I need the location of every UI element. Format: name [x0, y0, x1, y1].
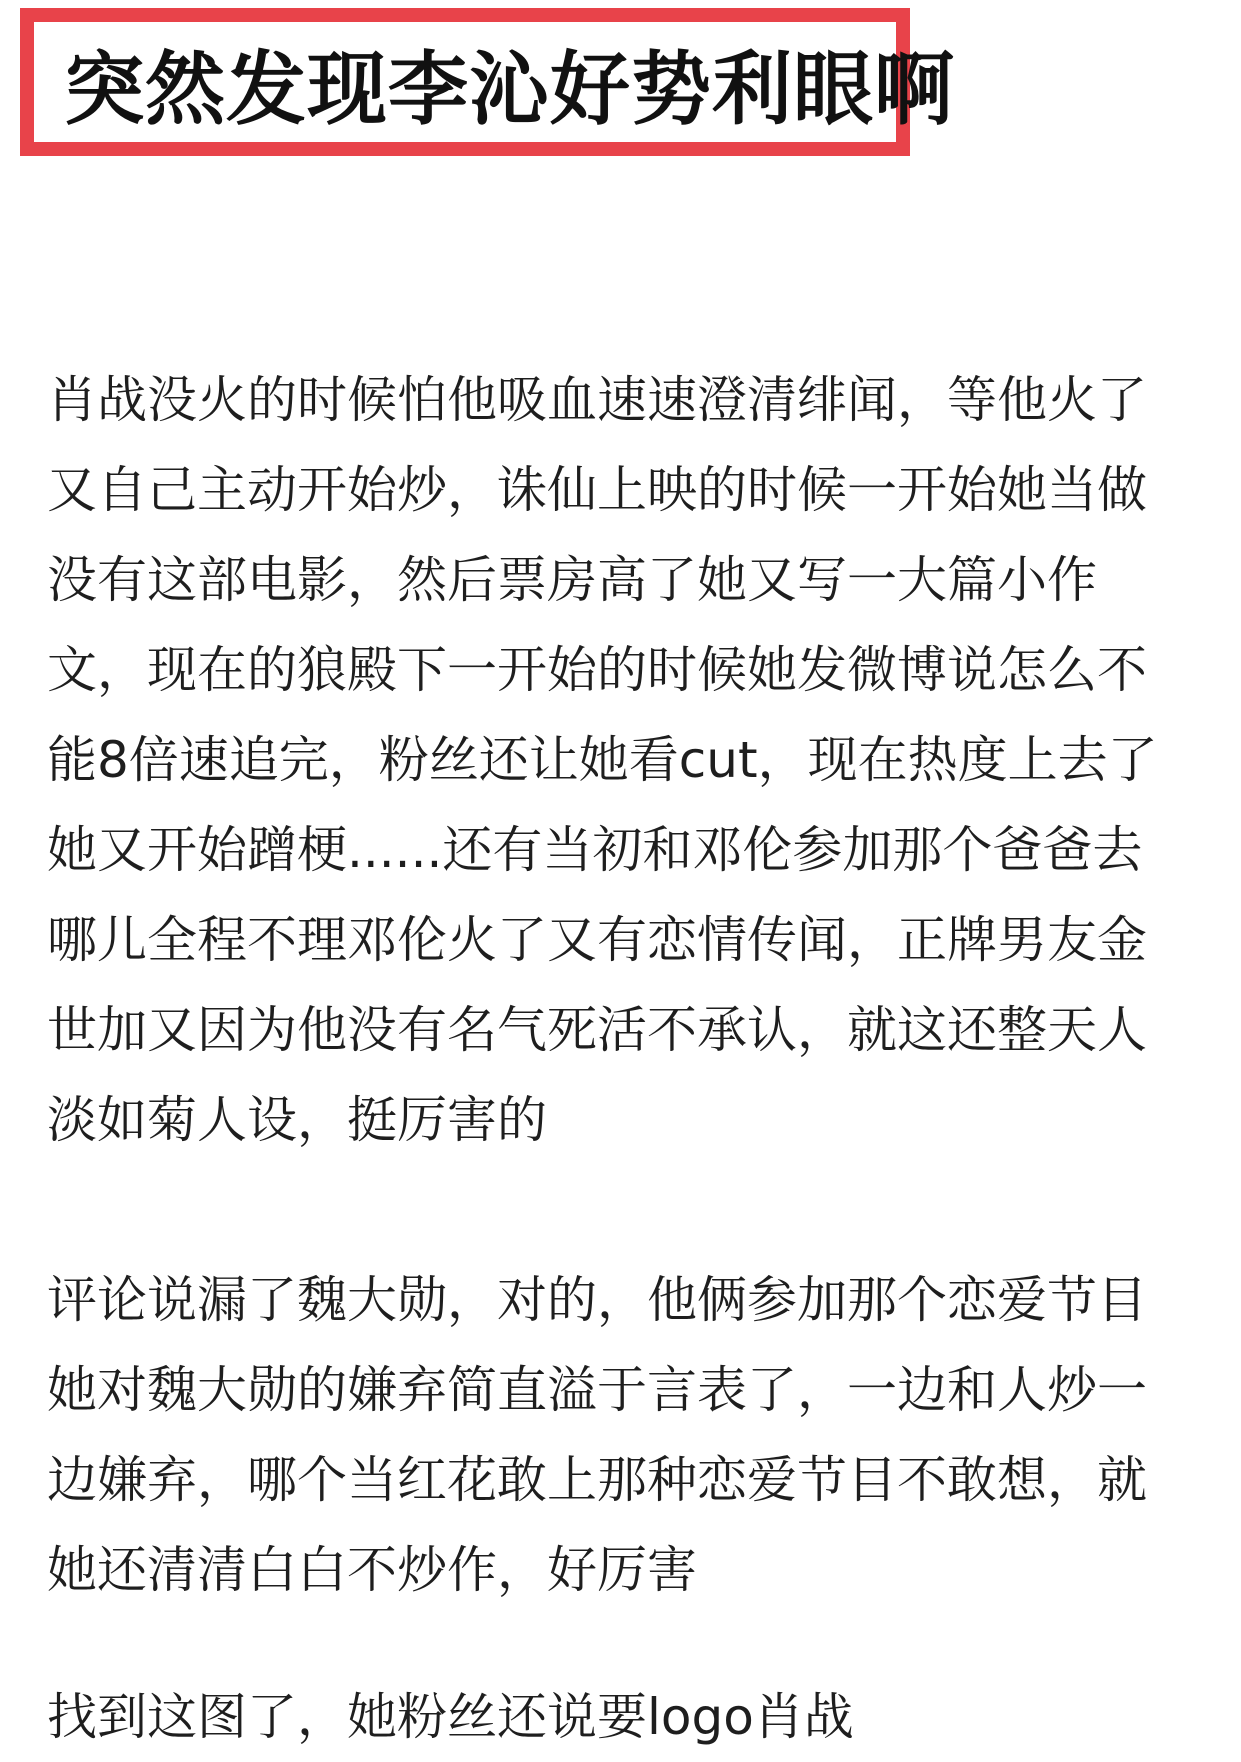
post-title-box	[20, 8, 955, 156]
paragraph-line: 她又开始蹭梗......还有当初和邓伦参加那个爸爸去	[47, 821, 1143, 879]
paragraph-line: 淡如菊人设，挺厉害的	[47, 1091, 547, 1149]
paragraph-line: 又自己主动开始炒，诛仙上映的时候一开始她当做	[47, 461, 1147, 519]
paragraph-line: 边嫌弃，哪个当红花敢上那种恋爱节目不敢想，就	[47, 1451, 1147, 1509]
paragraph-1	[47, 355, 1197, 1165]
paragraph-line: 文，现在的狼殿下一开始的时候她发微博说怎么不	[47, 641, 1147, 699]
post-body	[47, 355, 1197, 1615]
paragraph-line: 她还清清白白不炒作，好厉害	[47, 1541, 697, 1599]
paragraph-line: 世加又因为他没有名气死活不承认，就这还整天人	[47, 1001, 1147, 1059]
paragraph-line: 能8倍速追完，粉丝还让她看cut，现在热度上去了	[47, 731, 1158, 789]
paragraph-line: 哪儿全程不理邓伦火了又有恋情传闻，正牌男友金	[47, 911, 1147, 969]
partial-paragraph-line: 找到这图了，她粉丝还说要logo肖战	[47, 1688, 854, 1746]
paragraph-line: 没有这部电影，然后票房高了她又写一大篇小作	[47, 551, 1097, 609]
paragraph-line: 肖战没火的时候怕他吸血速速澄清绯闻，等他火了	[47, 371, 1147, 429]
post-title: 突然发现李沁好势利眼啊	[64, 43, 955, 136]
paragraph-line: 评论说漏了魏大勋，对的，他俩参加那个恋爱节目	[47, 1271, 1147, 1329]
paragraph-spacer	[47, 1165, 1197, 1255]
paragraph-2	[47, 1255, 1197, 1615]
paragraph-line: 她对魏大勋的嫌弃简直溢于言表了，一边和人炒一	[47, 1361, 1147, 1419]
